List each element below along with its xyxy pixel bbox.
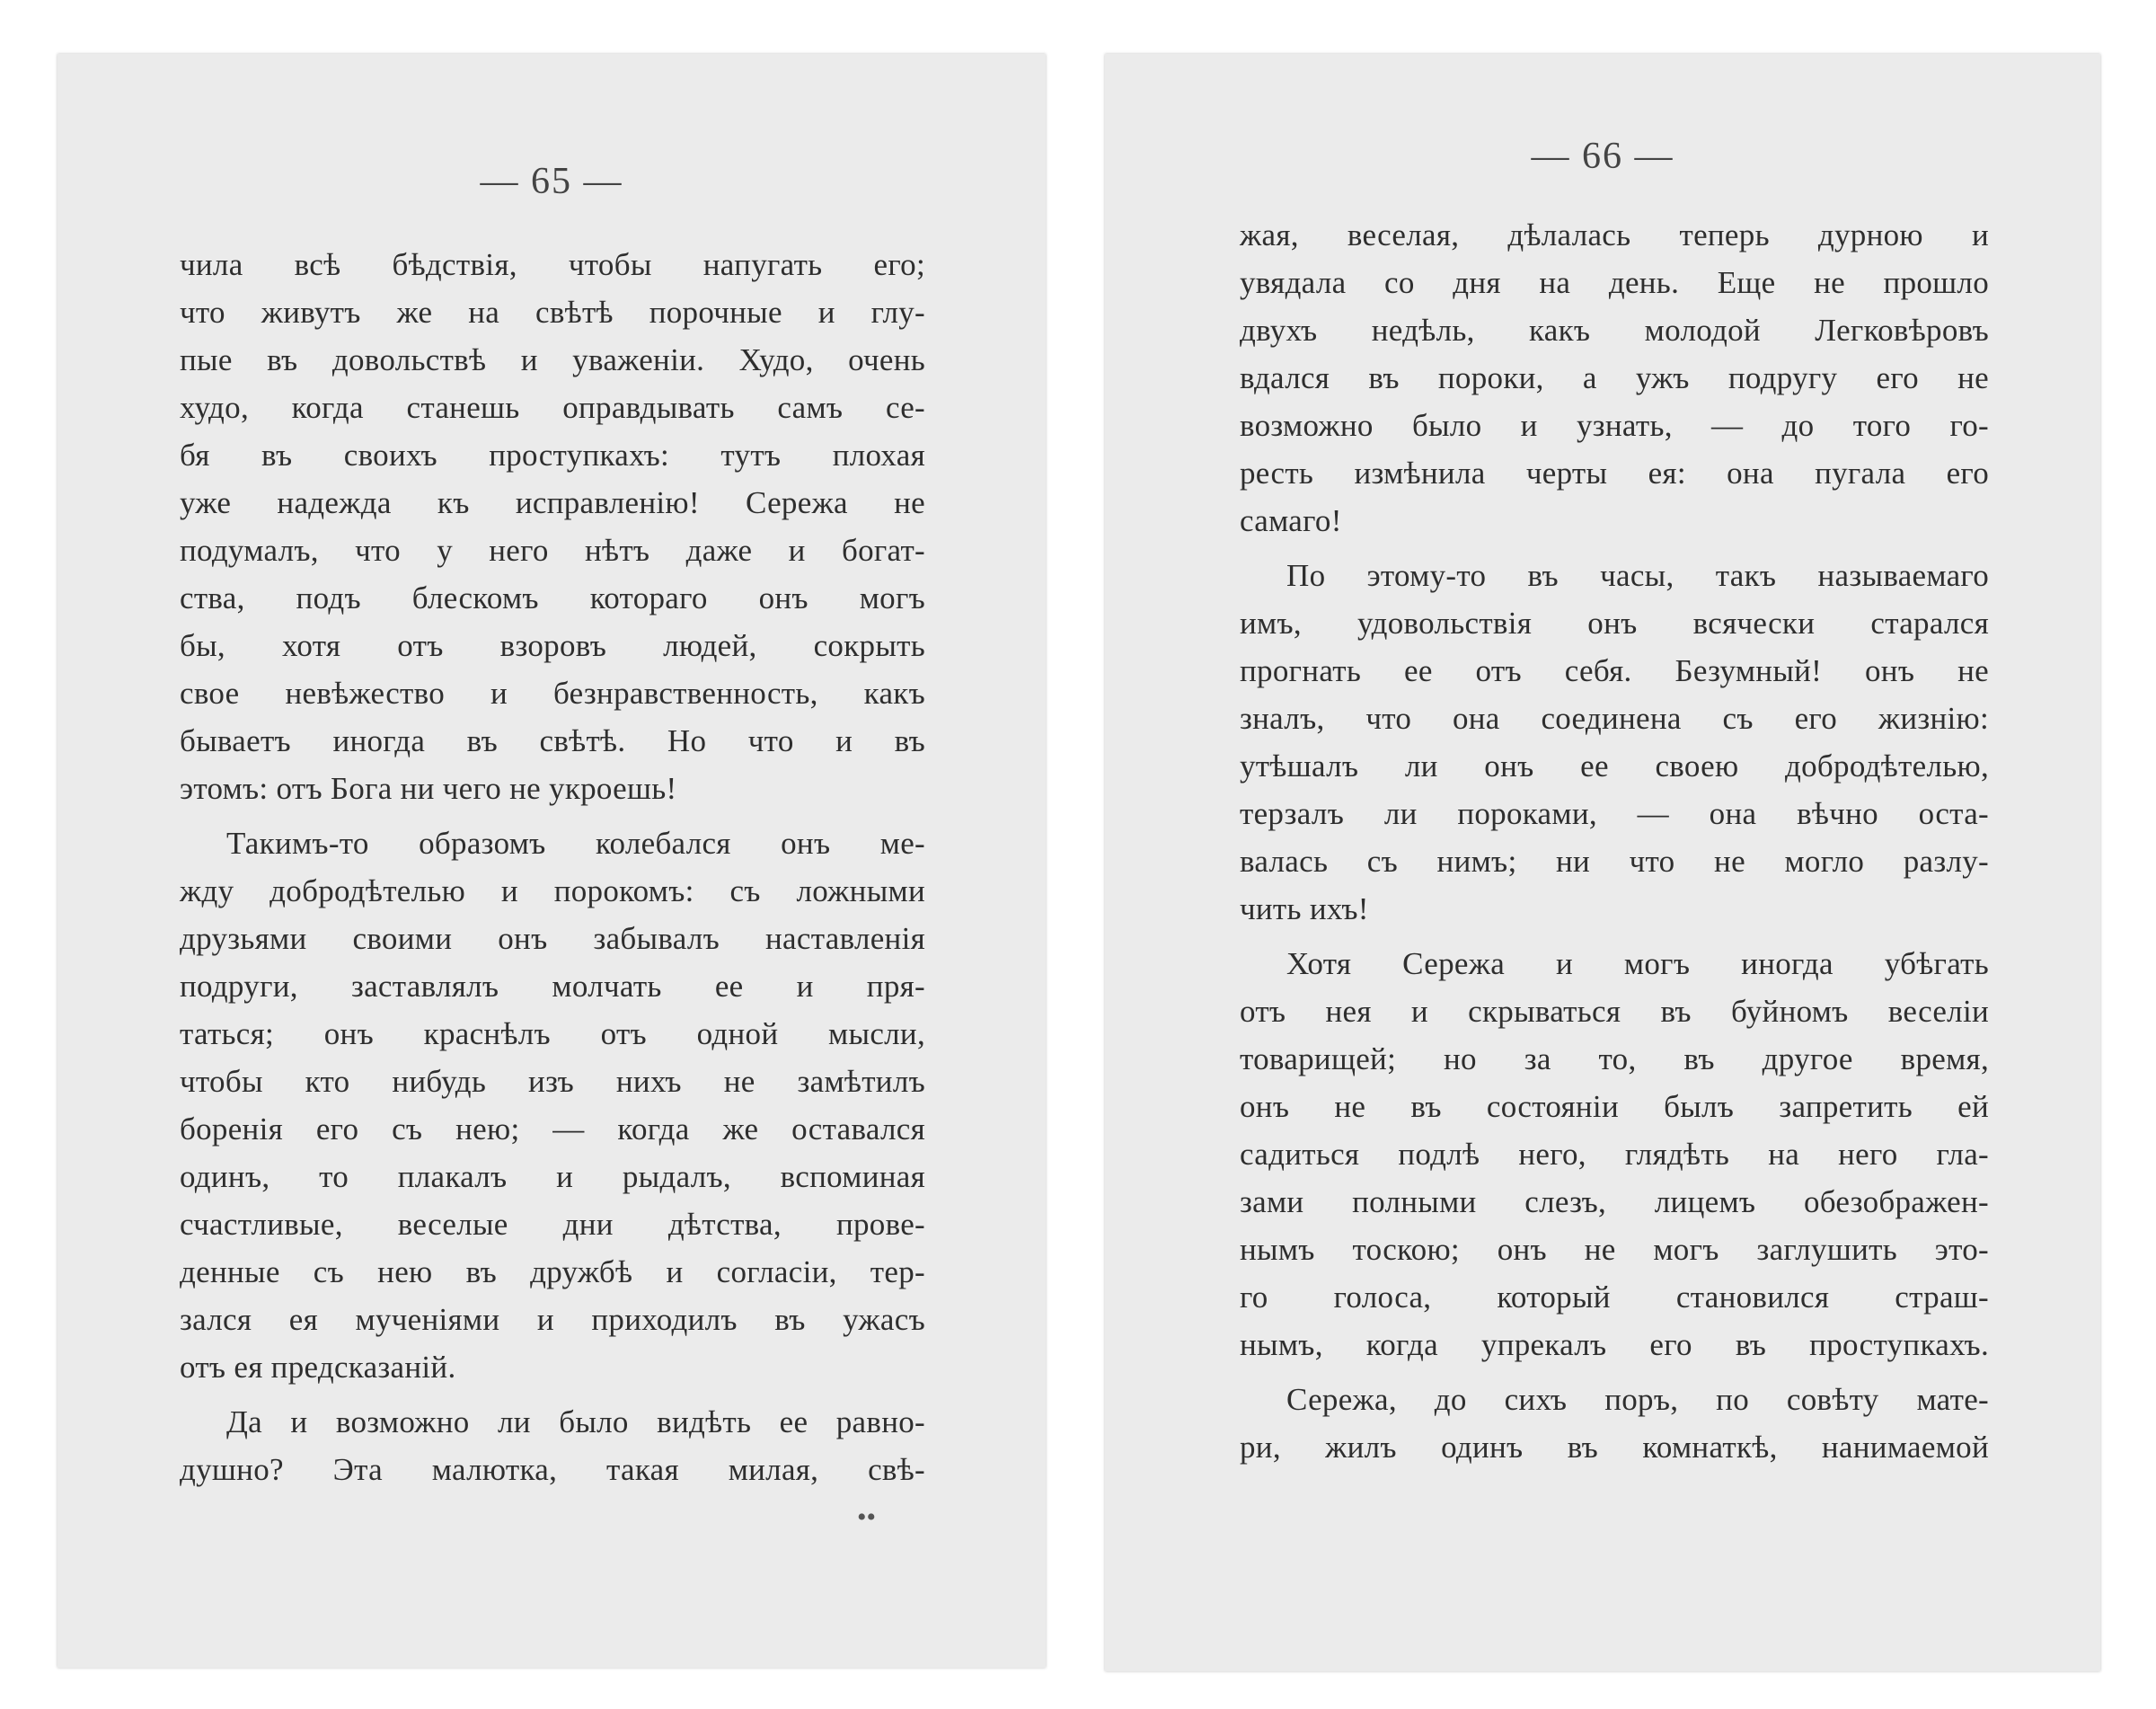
text-line: что живутъ же на свѣтѣ порочные и глу- [180, 295, 925, 330]
text-line: бываетъ иногда въ свѣтѣ. Но что и въ [180, 723, 925, 758]
text-line: терзалъ ли пороками, — она вѣчно оста- [1240, 796, 1989, 831]
signature-mark: •• [857, 1502, 877, 1532]
text-line: уже надежда къ исправленію! Сережа не [180, 485, 925, 520]
text-line: подумалъ, что у него нѣтъ даже и богат- [180, 533, 925, 568]
text-line: Хотя Сережа и могъ иногда убѣгать [1286, 946, 1989, 981]
text-line: бя въ своихъ проступкахъ: тутъ плохая [180, 438, 925, 473]
text-line: жая, веселая, дѣлалась теперь дурною и [1240, 217, 1989, 252]
text-line: боренія его съ нею; — когда же оставался [180, 1111, 925, 1147]
text-line: подруги, заставлялъ молчать ее и пря- [180, 969, 925, 1004]
text-line: валась съ нимъ; ни что не могло разлу- [1240, 844, 1989, 879]
text-line: свое невѣжество и безнравственность, какъ [180, 676, 925, 711]
text-line: По этому-то въ часы, такъ называемаго [1286, 558, 1989, 593]
text-line: пые въ довольствѣ и уваженіи. Худо, очень [180, 342, 925, 377]
text-line: душно? Эта малютка, такая милая, свѣ- [180, 1452, 925, 1487]
page-body-text [1240, 211, 1989, 1471]
text-line: зналъ, что она соединена съ его жизнію: [1240, 701, 1989, 736]
text-line: ри, жилъ одинъ въ комнаткѣ, нанимаемой [1240, 1430, 1989, 1465]
text-line: одинъ, то плакалъ и рыдалъ, вспоминая [180, 1159, 925, 1194]
text-line: утѣшалъ ли онъ ее своею добродѣтелью, [1240, 748, 1989, 784]
text-line: чить ихъ! [1240, 891, 1369, 926]
text-line: отъ нея и скрываться въ буйномъ веселіи [1240, 994, 1989, 1029]
text-line: нымъ, когда упрекалъ его въ проступкахъ. [1240, 1327, 1989, 1362]
text-line: жду добродѣтелью и порокомъ: съ ложными [180, 873, 925, 908]
text-line: худо, когда станешь оправдывать самъ се- [180, 390, 925, 425]
left-page [57, 54, 1046, 1668]
text-line: денные съ нею въ дружбѣ и согласіи, тер- [180, 1254, 925, 1289]
page-number: — 65 — [480, 161, 623, 202]
text-line: зами полными слезъ, лицемъ обезображен- [1240, 1184, 1989, 1219]
page-body-text [180, 241, 925, 1493]
text-line: двухъ недѣль, какъ молодой Легковѣровъ [1240, 313, 1989, 348]
text-line: самаго! [1240, 503, 1342, 538]
text-line: счастливые, веселые дни дѣтства, прове- [180, 1207, 925, 1242]
text-line: зался ея мученіями и приходилъ въ ужасъ [180, 1302, 925, 1337]
text-line: увядала со дня на день. Еще не прошло [1240, 265, 1989, 300]
page-number: — 66 — [1531, 136, 1674, 177]
text-line: прогнать ее отъ себя. Безумный! онъ не [1240, 653, 1989, 688]
text-line: вдался въ пороки, а ужъ подругу его не [1240, 360, 1989, 395]
text-line: отъ ея предсказаній. [180, 1350, 456, 1385]
text-line: го голоса, который становился страш- [1240, 1280, 1989, 1315]
text-line: онъ не въ состояніи былъ запретить ей [1240, 1089, 1989, 1124]
text-line: чтобы кто нибудь изъ нихъ не замѣтилъ [180, 1064, 925, 1099]
text-line: товарищей; но за то, въ другое время, [1240, 1041, 1989, 1076]
text-line: ресть измѣнила черты ея: она пугала его [1240, 456, 1989, 491]
text-line: Да и возможно ли было видѣть ее равно- [226, 1404, 925, 1439]
right-page [1105, 54, 2100, 1671]
text-line: возможно было и узнать, — до того го- [1240, 408, 1989, 443]
text-line: садиться подлѣ него, глядѣть на него гла- [1240, 1137, 1989, 1172]
text-line: этомъ: отъ Бога ни чего не укроешь! [180, 771, 677, 806]
text-line: Такимъ-то образомъ колебался онъ ме- [226, 826, 925, 861]
text-line: нымъ тоскою; онъ не могъ заглушить это- [1240, 1232, 1989, 1267]
text-line: бы, хотя отъ взоровъ людей, сокрыть [180, 628, 925, 663]
text-line: Сережа, до сихъ поръ, по совѣту мате- [1286, 1382, 1989, 1417]
text-line: друзьями своими онъ забывалъ наставленія [180, 921, 925, 956]
text-line: таться; онъ краснѣлъ отъ одной мысли, [180, 1016, 925, 1051]
text-line: ства, подъ блескомъ котораго онъ могъ [180, 580, 925, 615]
text-line: чила всѣ бѣдствія, чтобы напугать его; [180, 247, 925, 282]
text-line: имъ, удовольствія онъ всячески старался [1240, 606, 1989, 641]
